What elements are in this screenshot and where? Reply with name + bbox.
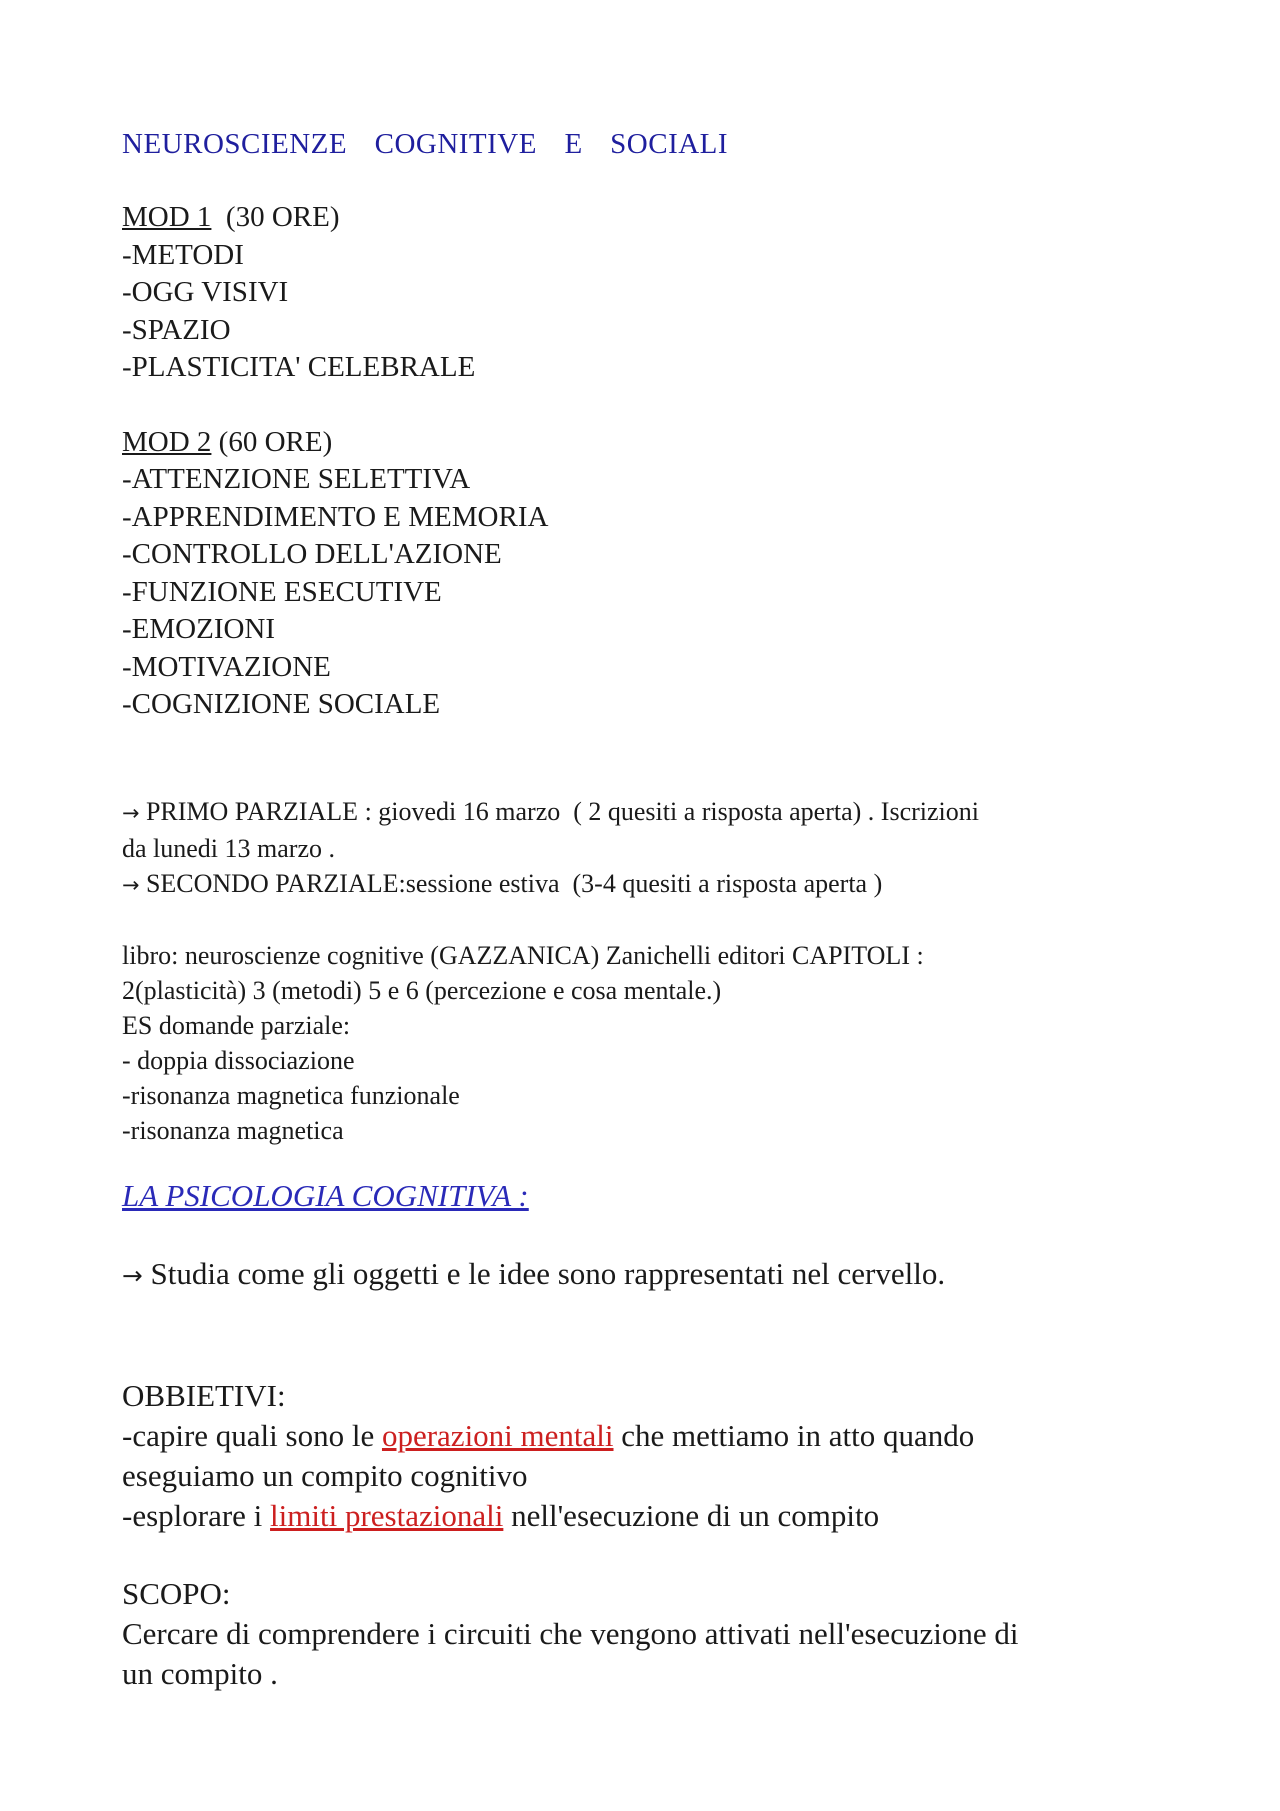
module-1-heading xyxy=(122,199,1162,237)
list-item: -risonanza magnetica funzionale xyxy=(122,1080,460,1110)
objectives-heading: OBBIETIVI: xyxy=(122,1377,286,1413)
book-chapters: 2(plasticità) 3 (metodi) 5 e 6 (percezione e cosa mentale.) xyxy=(122,975,722,1005)
list-item: -COGNIZIONE SOCIALE xyxy=(122,688,441,720)
module-2 xyxy=(122,424,1162,724)
list-item: -METODI xyxy=(122,238,244,271)
list-item: -CONTROLLO DELL'AZIONE xyxy=(122,538,502,570)
list-item: -APPRENDIMENTO E MEMORIA xyxy=(122,500,549,533)
highlight-term: limiti prestazionali xyxy=(270,1497,504,1533)
example-questions-heading: ES domande parziale: xyxy=(122,1010,351,1040)
document-page xyxy=(122,125,1162,1694)
module-1-hours: (30 ORE) xyxy=(211,201,340,233)
scope-heading: SCOPO: xyxy=(122,1575,231,1611)
first-exam-cont: da lunedi 13 marzo . xyxy=(122,833,335,863)
list-item: -FUNZIONE ESECUTIVE xyxy=(122,575,442,608)
module-2-hours: (60 ORE) xyxy=(211,425,333,458)
document-title: NEUROSCIENZE COGNITIVE E SOCIALI xyxy=(122,128,729,160)
book-line: libro: neuroscienze cognitive (GAZZANICA) Zanichelli editori CAPITOLI : xyxy=(122,940,924,970)
book-info xyxy=(122,938,1162,1148)
list-item: -OGG VISIVI xyxy=(122,276,289,308)
objective-1: -capire quali sono le operazioni mentali che mettiamo in atto quando xyxy=(122,1417,975,1453)
list-item: -SPAZIO xyxy=(122,313,231,346)
scope-text: Cercare di comprendere i circuiti che vengono attivati nell'esecuzione di xyxy=(122,1615,1019,1651)
list-item: -PLASTICITA' CELEBRALE xyxy=(122,351,476,383)
arrow-icon: → xyxy=(122,800,140,825)
scope xyxy=(122,1574,1162,1694)
objective-1-cont: eseguiamo un compito cognitivo xyxy=(122,1457,528,1493)
module-1 xyxy=(122,199,1162,387)
arrow-icon: → xyxy=(122,872,140,897)
module-2-label: MOD 2 xyxy=(122,425,212,458)
second-exam: → SECONDO PARZIALE:sessione estiva (3-4 quesiti a risposta aperta ) xyxy=(122,868,883,898)
list-item: -EMOZIONI xyxy=(122,613,276,645)
scope-text-cont: un compito . xyxy=(122,1655,278,1691)
objectives xyxy=(122,1376,1162,1536)
module-1-label: MOD 1 xyxy=(122,201,212,233)
list-item: -MOTIVAZIONE xyxy=(122,650,331,683)
list-item: -risonanza magnetica xyxy=(122,1115,344,1145)
objective-2: -esplorare i limiti prestazionali nell'esecuzione di un compito xyxy=(122,1497,880,1533)
highlight-term: operazioni mentali xyxy=(381,1417,614,1453)
first-exam: → PRIMO PARZIALE : giovedi 16 marzo ( 2 quesiti a risposta aperta) . Iscrizioni xyxy=(122,796,979,826)
module-2-heading xyxy=(122,424,1162,462)
section-description: → Studia come gli oggetti e le idee sono rappresentati nel cervello. xyxy=(122,1255,946,1291)
list-item: -ATTENZIONE SELETTIVA xyxy=(122,463,471,495)
section-title: LA PSICOLOGIA COGNITIVA : xyxy=(122,1177,529,1213)
exam-info xyxy=(122,794,1162,903)
arrow-icon: → xyxy=(122,1260,143,1290)
list-item: - doppia dissociazione xyxy=(122,1045,355,1075)
